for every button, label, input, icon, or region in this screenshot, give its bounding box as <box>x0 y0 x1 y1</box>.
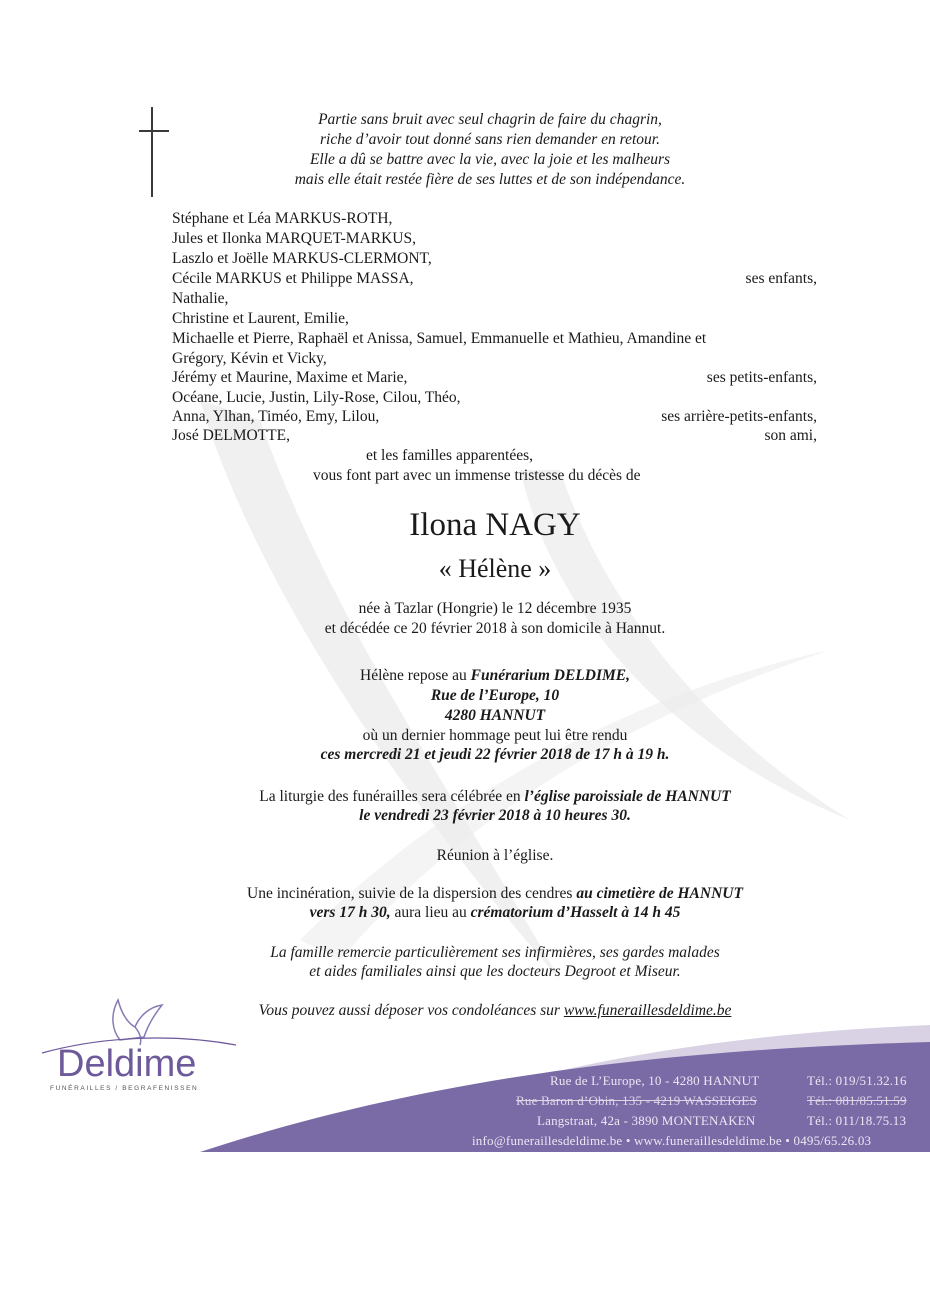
footer-address-1: Rue de L’Europe, 10 - 4280 HANNUT <box>550 1073 760 1088</box>
role-friend: son ami, <box>764 427 817 444</box>
family-name: Jérémy et Maurine, Maxime et Marie, <box>172 369 408 386</box>
logo-tagline: FUNÉRAILLES / BEGRAFENISSEN <box>50 1085 199 1092</box>
thanks-line: La famille remercie particulièrement ses infirmières, ses gardes malades <box>270 944 720 961</box>
footer-address-3: Langstraat, 42a - 3890 MONTENAKEN <box>537 1113 756 1128</box>
family-name: Michaelle et Pierre, Raphaël et Anissa, Samuel, Emmanuelle et Mathieu, Amandine et <box>172 330 707 347</box>
poem-line: Partie sans bruit avec seul chagrin de faire du chagrin, <box>318 111 662 128</box>
condolences-link[interactable]: www.funeraillesdeldime.be <box>563 1002 732 1019</box>
poem-line: mais elle était restée fière de ses luttes et de son indépendance. <box>294 171 686 188</box>
poem-line: Elle a dû se battre avec la vie, avec la joie et les malheurs <box>309 151 671 168</box>
cremation-line-1: Une incinération, suivie de la dispersion des cendres au cimetière de HANNUT <box>247 885 743 902</box>
footer-contact: info@funeraillesdeldime.be • www.funeraillesdeldime.be • 0495/65.26.03 <box>472 1133 872 1148</box>
role-children: ses enfants, <box>745 270 817 287</box>
funeral-date: le vendredi 23 février 2018 à 10 heures 30. <box>359 807 631 824</box>
family-name: Cécile MARKUS et Philippe MASSA, <box>172 270 414 287</box>
family-name: Nathalie, <box>172 290 229 307</box>
cremation-line-2: vers 17 h 30, aura lieu au crématorium d’Hasselt à 14 h 45 <box>309 904 681 921</box>
visitation-city: 4280 HANNUT <box>444 707 546 724</box>
family-name: Océane, Lucie, Justin, Lily-Rose, Cilou, Théo, <box>172 389 461 406</box>
visitation-dates: ces mercredi 21 et jeudi 22 février 2018 de 17 h à 19 h. <box>320 746 670 763</box>
family-name: Christine et Laurent, Emilie, <box>172 310 349 327</box>
footer-address-2: Rue Baron d’Obin, 135 - 4219 WASSEIGES <box>516 1093 757 1108</box>
visitation-street: Rue de l’Europe, 10 <box>430 687 560 704</box>
birth-line: née à Tazlar (Hongrie) le 12 décembre 1935 <box>358 600 632 617</box>
death-line: et décédée ce 20 février 2018 à son domicile à Hannut. <box>324 620 666 637</box>
funeral-intro: La liturgie des funérailles sera célébrée en l’église paroissiale de HANNUT <box>259 788 731 805</box>
family-name: Laszlo et Joëlle MARKUS-CLERMONT, <box>172 250 432 267</box>
visitation-intro: Hélène repose au Funérarium DELDIME, <box>360 667 630 684</box>
family-name: Grégory, Kévin et Vicky, <box>172 350 327 367</box>
role-great-grandchildren: ses arrière-petits-enfants, <box>661 408 817 425</box>
family-name: Anna, Ylhan, Timéo, Emy, Lilou, <box>172 408 380 425</box>
relatives-line: et les familles apparentées, <box>366 447 533 464</box>
condolences-line: Vous pouvez aussi déposer vos condoléances sur www.funeraillesdeldime.be <box>258 1002 732 1019</box>
poem-line: riche d’avoir tout donné sans rien demander en retour. <box>320 131 660 148</box>
family-name: Jules et Ilonka MARQUET-MARKUS, <box>172 230 416 247</box>
footer-tel-1: Tél.: 019/51.32.16 <box>807 1073 907 1088</box>
deceased-name: Ilona NAGY <box>409 507 581 543</box>
thanks-line: et aides familiales ainsi que les docteurs Degroot et Miseur. <box>309 963 681 980</box>
logo-wordmark: Deldime <box>57 1043 197 1085</box>
footer-tel-3: Tél.: 011/18.75.13 <box>807 1113 907 1128</box>
role-grandchildren: ses petits-enfants, <box>706 369 817 386</box>
footer-tel-2: Tél.: 081/85.51.59 <box>807 1093 907 1108</box>
family-name: José DELMOTTE, <box>172 427 290 444</box>
announcement-line: vous font part avec un immense tristesse du décès de <box>313 467 641 484</box>
deceased-nickname: « Hélène » <box>438 554 552 583</box>
family-name: Stéphane et Léa MARKUS-ROTH, <box>172 210 393 227</box>
meeting-line: Réunion à l’église. <box>436 847 554 864</box>
visitation-homage: où un dernier hommage peut lui être rendu <box>362 727 628 744</box>
